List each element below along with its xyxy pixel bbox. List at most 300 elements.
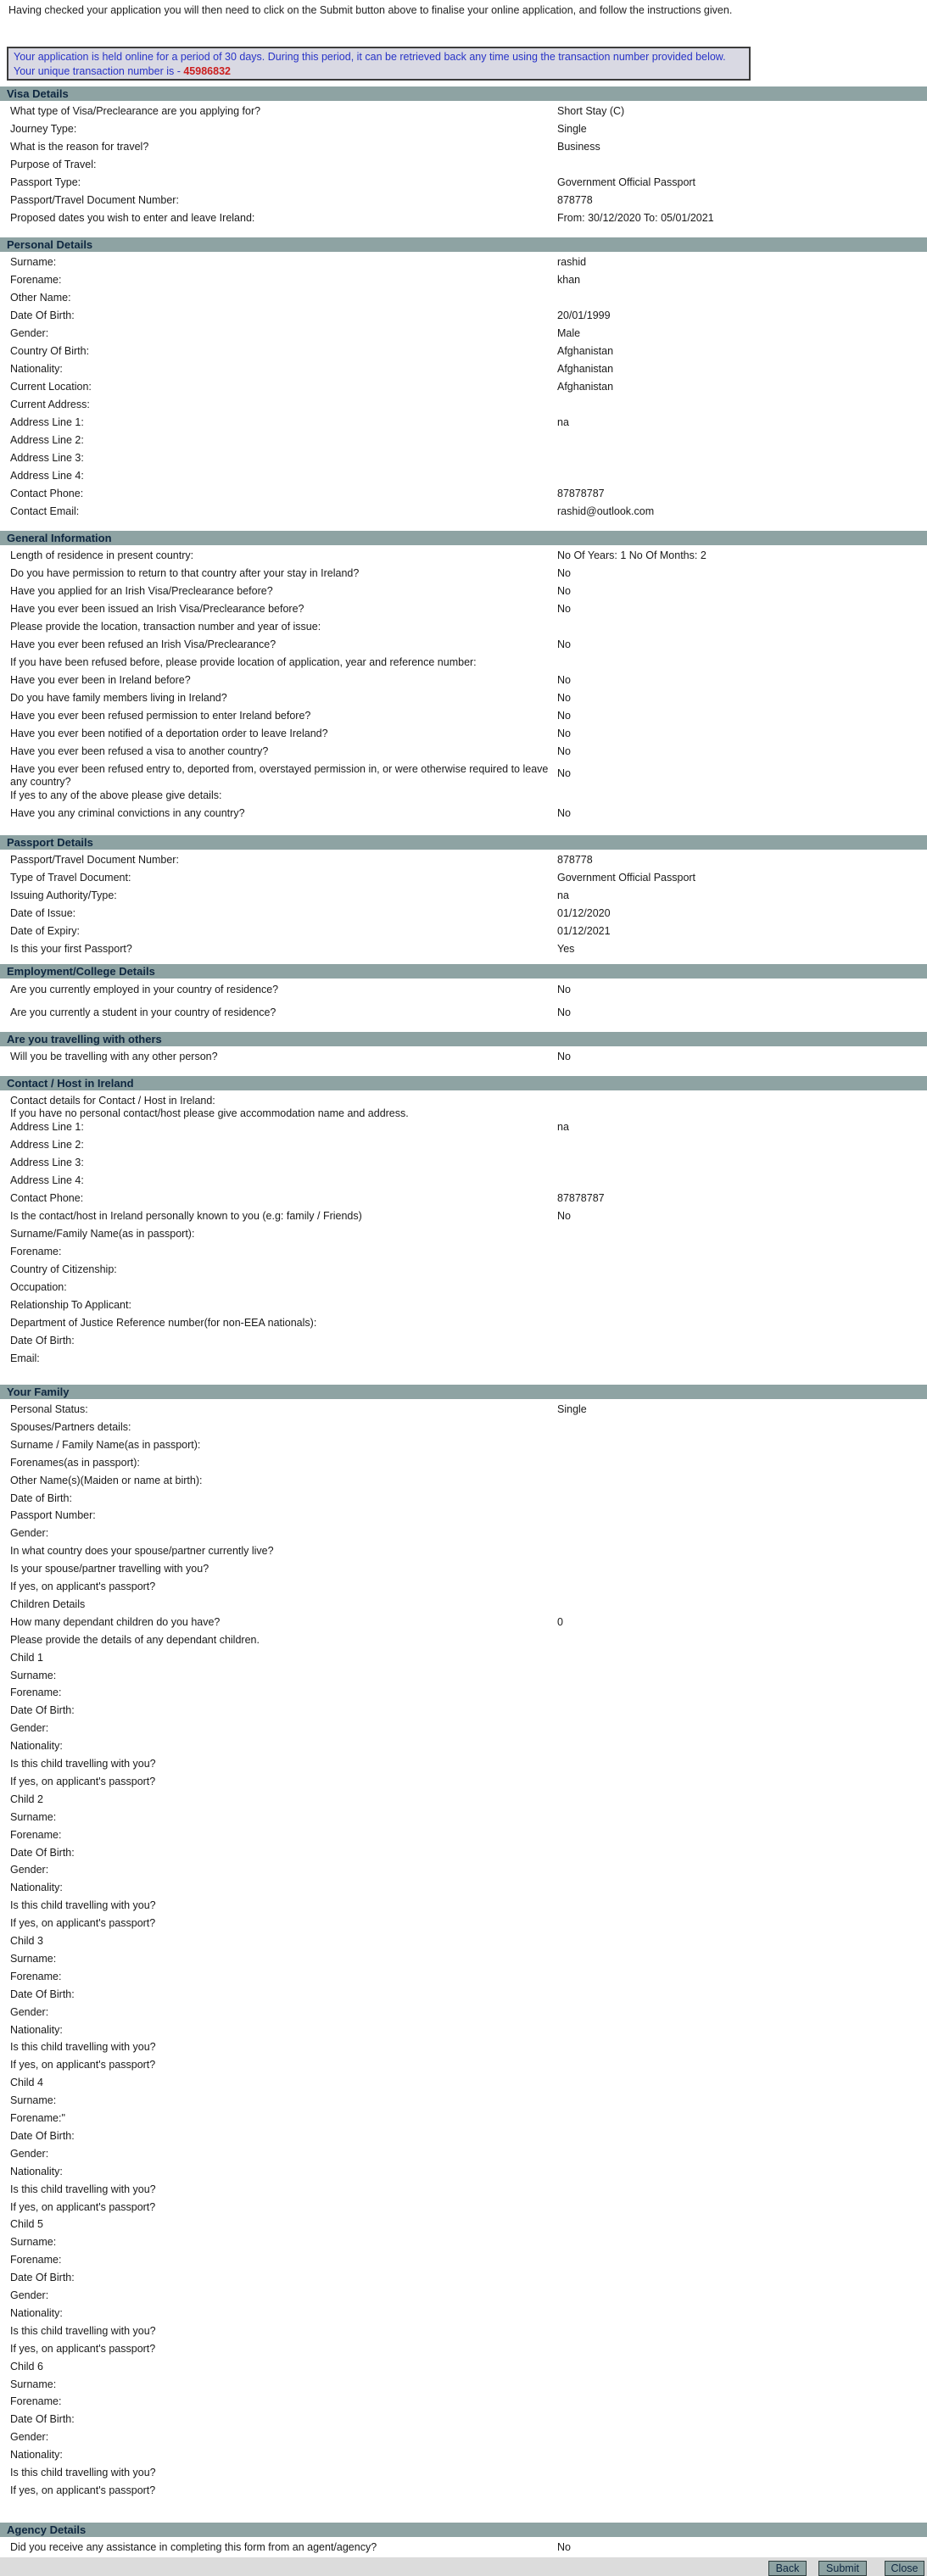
field-row [0,503,927,521]
field-label: Date Of Birth: [10,1988,75,2000]
field-row [0,707,927,725]
field-label: Gender: [10,1527,49,1540]
field-value: No [557,603,571,615]
field-value: Business [557,141,600,153]
field-row [0,396,927,414]
field-label: Address Line 4: [10,1174,84,1186]
field-label: Forename: [10,2395,62,2408]
field-row [0,2145,927,2163]
field-label: Are you currently employed in your country of residence? [10,984,279,995]
field-value: No [557,710,571,722]
field-value: No [557,807,571,819]
field-label: Will you be travelling with any other person? [10,1051,218,1062]
field-label: Nationality: [10,1740,63,1753]
field-value: 87878787 [557,1192,605,1204]
field-row [0,672,927,689]
field-label: Contact Email: [10,505,80,517]
field-row [0,1401,927,1419]
field-row [0,378,927,396]
field-label: Surname: [10,1952,57,1965]
field-row [0,120,927,138]
field-label: Current Location: [10,381,92,393]
field-label: Gender: [10,1864,49,1876]
field-row [0,271,927,289]
field-label: Child 4 [10,2077,43,2089]
field-label: Have you ever been refused permission to enter Ireland before? [10,710,311,722]
field-label: Purpose of Travel: [10,159,97,170]
field-value: No Of Years: 1 No Of Months: 2 [557,549,706,561]
field-label: How many dependant children do you have? [10,1615,221,1628]
field-row [0,1243,927,1261]
field-value: Government Official Passport [557,176,696,188]
field-label: Forenames(as in passport): [10,1456,140,1469]
field-row [0,1472,927,1490]
field-label: Have you any criminal convictions in any country? [10,807,245,819]
field-row [0,1737,927,1755]
field-label: Child 1 [10,1651,43,1664]
field-label: Address Line 1: [10,416,84,428]
field-value: rashid [557,256,587,268]
field-row [0,1755,927,1773]
field-row [0,1261,927,1279]
field-label: If yes, on applicant's passport? [10,2484,156,2496]
field-row [0,2464,927,2482]
field-label: Passport Number: [10,1509,96,1522]
field-value: Single [557,123,587,135]
field-row [0,600,927,618]
field-row [0,1773,927,1791]
notice-retention-text: Your application is held online for a period of 30 days. During this period, it can be retrieved back any time using the transaction number provided below. [14,51,726,63]
field-label: Is your spouse/partner travelling with you? [10,1563,209,1575]
field-label: Forename: [10,274,62,286]
field-label: Date Of Birth: [10,2129,75,2142]
submit-button[interactable]: Submit [818,2561,867,2576]
field-row [0,851,927,869]
field-row [0,289,927,307]
field-row [0,2411,927,2428]
field-label: If yes, on applicant's passport? [10,1581,156,1592]
field-value: No [557,1210,571,1222]
field-row [0,1986,927,2004]
field-row [0,905,927,923]
field-label: Type of Travel Document: [10,872,131,884]
field-label: Surname: [10,2378,57,2390]
field-label: Forename: [10,2254,62,2267]
field-row [0,1826,927,1844]
field-value: 01/12/2021 [557,925,611,937]
field-label: Other Name(s)(Maiden or name at birth): [10,1474,203,1486]
field-label: Have you ever been issued an Irish Visa/Preclearance before? [10,603,304,615]
field-label: Date Of Birth: [10,309,75,321]
field-label: Nationality: [10,2165,63,2177]
field-value: 0 [557,1615,563,1628]
field-value: Male [557,327,581,339]
field-label: Is this child travelling with you? [10,2041,156,2054]
transaction-number: 45986832 [183,65,231,77]
field-row [0,2127,927,2145]
field-value: khan [557,274,581,286]
field-value: No [557,2541,571,2553]
field-row [0,923,927,940]
field-row [0,1436,927,1454]
field-row [0,2322,927,2340]
field-row [0,1897,927,1915]
field-label: Is this your first Passport? [10,943,132,955]
field-value: No [557,745,571,757]
field-row [0,1631,927,1649]
field-value: No [557,692,571,704]
field-row [0,2287,927,2305]
field-row [0,805,927,822]
field-row [0,1004,927,1027]
close-button[interactable]: Close [885,2561,924,2576]
field-row [0,940,927,958]
field-row [0,1578,927,1596]
field-row [0,1419,927,1436]
field-value: Afghanistan [557,363,614,375]
field-row [0,1454,927,1472]
field-row [0,432,927,449]
field-label: Nationality: [10,363,63,375]
field-label: Country Of Birth: [10,345,90,357]
field-label: Date Of Birth: [10,2272,75,2284]
field-row [0,414,927,432]
field-label: Surname / Family Name(as in passport): [10,1438,201,1451]
field-value: No [557,567,571,579]
field-value: 878778 [557,854,593,866]
field-label: Address Line 2: [10,434,84,446]
field-label: Nationality: [10,2449,63,2462]
field-label: Surname: [10,256,57,268]
field-label: Forename: [10,1970,62,1982]
field-row [0,1596,927,1614]
field-label: Surname: [10,1810,57,1823]
field-row [0,2393,927,2411]
field-label: Date of Expiry: [10,925,80,937]
field-label: If yes, on applicant's passport? [10,1775,156,1787]
field-value: No [557,1051,571,1062]
field-row [0,360,927,378]
field-label: Current Address: [10,399,90,410]
field-value: No [557,1006,571,1018]
field-row [0,103,927,120]
field-row [0,2376,927,2394]
field-row [0,1490,927,1508]
field-row [0,1720,927,1737]
field-row [0,689,927,707]
field-value: Short Stay (C) [557,105,625,117]
field-row [0,1207,927,1225]
field-label: Address Line 4: [10,470,84,482]
field-row [0,2038,927,2056]
field-label: Surname/Family Name(as in passport): [10,1228,195,1240]
field-label: Gender: [10,2431,49,2444]
field-label: Date Of Birth: [10,1335,75,1347]
field-row [0,725,927,743]
field-row [0,2539,927,2556]
field-label: Passport/Travel Document Number: [10,854,179,866]
field-value: From: 30/12/2020 To: 05/01/2021 [557,212,714,224]
field-label: Length of residence in present country: [10,549,194,561]
section-header: Are you travelling with others [0,1032,927,1046]
field-label: Contact details for Contact / Host in Ireland: If you have no personal contact/host please give accommodation name and address. [10,1095,409,1119]
field-row [0,2092,927,2110]
field-row [0,1190,927,1207]
section-header: Passport Details [0,835,927,850]
field-value: Afghanistan [557,381,614,393]
field-label: Child 6 [10,2360,43,2372]
field-row [0,174,927,192]
field-value: na [557,1121,569,1133]
back-button[interactable]: Back [768,2561,807,2576]
field-row [0,307,927,325]
section-header: Employment/College Details [0,964,927,979]
field-row [0,1667,927,1685]
field-row [0,2340,927,2358]
field-label: Are you currently a student in your country of residence? [10,1006,276,1018]
field-row [0,654,927,672]
field-row [0,1649,927,1667]
field-label: If yes, on applicant's passport? [10,1917,156,1930]
field-label: Child 2 [10,1793,43,1805]
field-value: 878778 [557,194,593,206]
section-header: Contact / Host in Ireland [0,1076,927,1090]
field-label: If you have been refused before, please provide location of application, year and reference number: [10,656,477,668]
field-row [0,2269,927,2287]
field-label: Journey Type: [10,123,77,135]
field-label: Date Of Birth: [10,2413,75,2426]
field-label: Forename: [10,1828,62,1841]
field-row [0,2056,927,2074]
field-label: Nationality: [10,1882,63,1894]
field-row [0,887,927,905]
field-row [0,1684,927,1702]
field-row [0,2216,927,2233]
field-value: Government Official Passport [557,872,696,884]
field-label: Address Line 2: [10,1139,84,1151]
field-row [0,618,927,636]
field-label: Child 3 [10,1935,43,1947]
field-row [0,1296,927,1314]
field-row [0,2251,927,2269]
field-row [0,254,927,271]
field-row [0,449,927,467]
field-row [0,1844,927,1862]
field-label: Address Line 1: [10,1121,84,1133]
field-label: Date of Issue: [10,907,76,919]
field-label: Contact Phone: [10,1192,84,1204]
field-label: Is this child travelling with you? [10,2324,156,2337]
field-row [0,1932,927,1950]
field-label: Country of Citizenship: [10,1263,117,1275]
field-row [0,1136,927,1154]
field-row [0,1350,927,1368]
field-label: Email: [10,1352,40,1364]
field-label: Do you have permission to return to that country after your stay in Ireland? [10,567,360,579]
field-row [0,2021,927,2039]
field-row [0,787,927,805]
field-value: 87878787 [557,488,605,499]
field-row [0,1092,927,1118]
field-row [0,1702,927,1720]
field-row [0,2446,927,2464]
field-value: No [557,585,571,597]
field-label: Children Details [10,1597,86,1610]
field-row [0,1809,927,1826]
field-value: na [557,889,569,901]
field-row [0,636,927,654]
field-label: Contact Phone: [10,488,84,499]
field-row [0,565,927,583]
field-label: Surname: [10,2094,57,2107]
field-row [0,1172,927,1190]
field-row [0,2305,927,2322]
field-label: If yes, on applicant's passport? [10,2059,156,2071]
field-row [0,2358,927,2376]
field-label: What is the reason for travel? [10,141,149,153]
field-value: 20/01/1999 [557,309,611,321]
field-value: na [557,416,569,428]
field-label: Have you applied for an Irish Visa/Preclearance before? [10,585,273,597]
field-row [0,1861,927,1879]
field-value: Yes [557,943,575,955]
intro-text: Having checked your application you will then need to click on the Submit button above to finalise your online application, and follow the instructions given. [8,4,733,16]
field-row [0,583,927,600]
field-label: Other Name: [10,292,71,304]
field-label: Occupation: [10,1281,67,1293]
field-label: Forename:" [10,2112,65,2124]
field-value: rashid@outlook.com [557,505,655,517]
field-label: Nationality: [10,2306,63,2319]
field-label: In what country does your spouse/partner currently live? [10,1545,274,1558]
field-row [0,1915,927,1932]
field-label: Date of Birth: [10,1492,72,1504]
field-label: What type of Visa/Preclearance are you applying for? [10,105,261,117]
field-row [0,192,927,209]
field-label: Gender: [10,2289,49,2301]
field-row [0,1525,927,1542]
field-label: Have you ever been refused entry to, deported from, overstayed permission in, or were otherwise required to leave any country? [10,763,549,788]
field-label: Nationality: [10,2023,63,2036]
field-label: Passport Type: [10,176,81,188]
field-value: No [557,638,571,650]
field-label: Personal Status: [10,1403,88,1415]
field-row [0,981,927,1004]
field-label: Gender: [10,2005,49,2018]
field-label: Proposed dates you wish to enter and leave Ireland: [10,212,255,224]
field-value: No [557,767,571,779]
field-row [0,761,927,787]
field-label: Spouses/Partners details: [10,1420,131,1433]
notice-transaction-prefix: Your unique transaction number is - [14,65,184,77]
field-row [0,1968,927,1986]
field-row [0,325,927,343]
field-label: Gender: [10,1722,49,1735]
field-row [0,2428,927,2446]
field-row [0,1314,927,1332]
field-row [0,209,927,227]
field-row [0,138,927,156]
field-value: Single [557,1403,587,1415]
field-label: Issuing Authority/Type: [10,889,117,901]
field-label: Please provide the details of any dependant children. [10,1633,260,1646]
field-row [0,869,927,887]
field-label: If yes, on applicant's passport? [10,2342,156,2355]
field-label: Surname: [10,1669,57,1681]
field-label: Child 5 [10,2218,43,2231]
field-label: Forename: [10,1246,62,1257]
field-row [0,2199,927,2216]
field-row [0,547,927,565]
field-row [0,2233,927,2251]
transaction-notice [7,47,751,81]
section-header: Personal Details [0,237,927,252]
field-label: Surname: [10,2236,57,2249]
field-label: Is this child travelling with you? [10,1758,156,1770]
field-value: 01/12/2020 [557,907,611,919]
field-label: Have you ever been refused a visa to another country? [10,745,269,757]
section-header: Agency Details [0,2523,927,2537]
field-value: No [557,728,571,739]
field-row [0,1950,927,1968]
field-label: Address Line 3: [10,452,84,464]
section-header: General Information [0,531,927,545]
field-label: Department of Justice Reference number(for non-EEA nationals): [10,1317,317,1329]
field-row [0,1507,927,1525]
field-label: Relationship To Applicant: [10,1299,131,1311]
field-row [0,343,927,360]
field-row [0,2482,927,2500]
field-row [0,2181,927,2199]
field-row [0,467,927,485]
field-row [0,2110,927,2127]
field-row [0,1154,927,1172]
field-label: If yes, on applicant's passport? [10,2200,156,2213]
field-value: No [557,984,571,995]
field-row [0,2074,927,2092]
field-label: Is this child travelling with you? [10,2183,156,2195]
field-label: Address Line 3: [10,1157,84,1168]
field-label: Is this child travelling with you? [10,2467,156,2478]
field-label: Gender: [10,327,49,339]
field-row [0,743,927,761]
field-row [0,1560,927,1578]
field-label: Gender: [10,2147,49,2160]
field-row [0,2004,927,2021]
field-label: Forename: [10,1687,62,1699]
field-row [0,2163,927,2181]
field-row [0,1791,927,1809]
field-row [0,1048,927,1066]
field-row [0,1332,927,1350]
field-row [0,485,927,503]
field-label: Have you ever been notified of a deportation order to leave Ireland? [10,728,328,739]
field-row [0,1879,927,1897]
field-row [0,1279,927,1296]
field-label: Have you ever been in Ireland before? [10,674,191,686]
field-label: Did you receive any assistance in completing this form from an agent/agency? [10,2541,377,2553]
notice-transaction-line [14,64,744,79]
field-label: If yes to any of the above please give details: [10,789,222,801]
field-row [0,1542,927,1560]
field-row [0,1118,927,1136]
field-label: Is the contact/host in Ireland personally known to you (e.g: family / Friends) [10,1210,362,1222]
field-row [0,1614,927,1631]
field-label: Do you have family members living in Ireland? [10,692,227,704]
section-header: Your Family [0,1385,927,1399]
field-label: Have you ever been refused an Irish Visa/Preclearance? [10,638,276,650]
field-label: Date Of Birth: [10,1846,75,1859]
